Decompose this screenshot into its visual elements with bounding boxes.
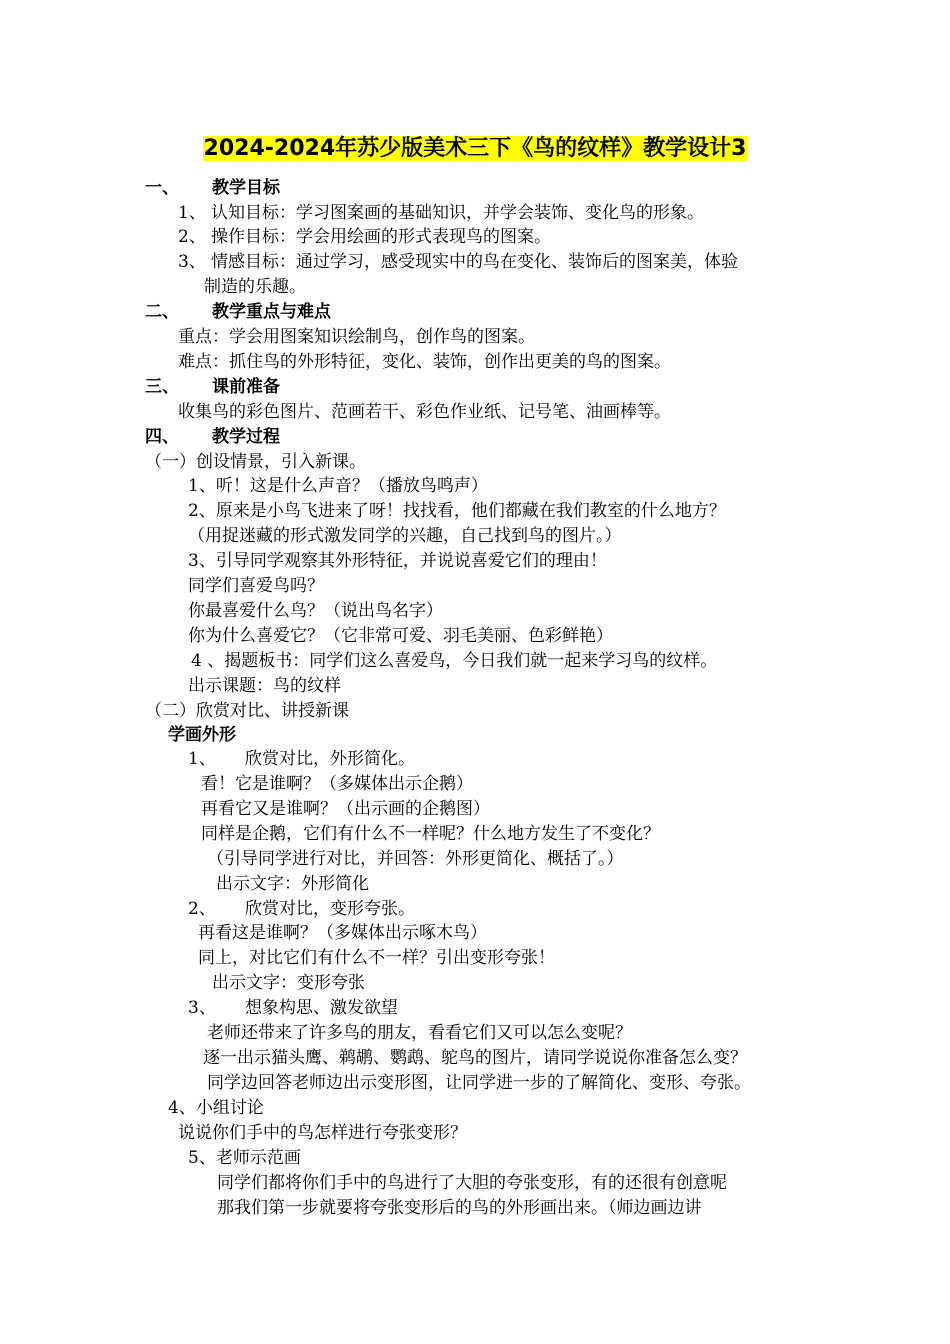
section-3-heading: 课前准备 — [212, 377, 280, 397]
goal-3-text: 情感目标：通过学习，感受现实中的鸟在变化、装饰后的图案美，体验 — [211, 252, 738, 272]
process-note: （引导同学进行对比，并回答：外形更简化、概括了。） — [207, 849, 624, 869]
process-step: 欣赏对比，外形简化。 — [245, 749, 415, 769]
section-4-number: 四、 — [145, 427, 179, 447]
key-focus: 重点：学会用图案知识绘制鸟，创作鸟的图案。 — [178, 327, 535, 347]
process-step: 4 、揭题板书：同学们这么喜爱鸟，今日我们就一起来学习鸟的纹样。 — [191, 651, 718, 671]
process-note: 同学边回答老师边出示变形图，让同学进一步的了解简化、变形、夸张。 — [207, 1073, 751, 1093]
process-step: 2、原来是小鸟飞进来了呀！找找看，他们都藏在我们教室的什么地方？ — [188, 501, 726, 521]
section-4-heading: 教学过程 — [212, 427, 280, 447]
process-step-number: 3、 — [188, 998, 216, 1018]
process-note: 出示课题：鸟的纹样 — [188, 676, 341, 696]
section-2-heading: 教学重点与难点 — [212, 302, 331, 322]
process-question: 说说你们手中的鸟怎样进行夸张变形？ — [178, 1123, 467, 1143]
process-question: 看！它是谁啊？（多媒体出示企鹅） — [201, 774, 473, 794]
process-step: 3、引导同学观察其外形特征，并说说喜爱它们的理由！ — [188, 551, 607, 571]
section-1-number: 一、 — [145, 178, 179, 198]
process-step: 欣赏对比，变形夸张。 — [245, 899, 415, 919]
process-step-number: 1、 — [188, 749, 216, 769]
key-difficulty: 难点：抓住鸟的外形特征，变化、装饰，创作出更美的鸟的图案。 — [178, 352, 671, 372]
process-step: 5、老师示范画 — [188, 1148, 301, 1168]
goal-3-number: 3、 — [178, 252, 206, 272]
title-text: 2024-2024年苏少版美术三下《鸟的纹样》教学设计3 — [203, 136, 747, 161]
process-step-number: 2、 — [188, 899, 216, 919]
process-step: 1、听！这是什么声音？（播放鸟鸣声） — [188, 476, 488, 496]
goal-3-continuation: 制造的乐趣。 — [204, 277, 306, 297]
process-part-1: （一）创设情景，引入新课。 — [145, 452, 366, 472]
process-subheading: 学画外形 — [168, 725, 236, 745]
process-question: 你为什么喜爱它？（它非常可爱、羽毛美丽、色彩鲜艳） — [188, 626, 613, 646]
process-note: （用捉迷藏的形式激发同学的兴趣，自己找到鸟的图片。） — [188, 526, 622, 546]
process-question: 同上，对比它们有什么不一样？引出变形夸张！ — [198, 948, 555, 968]
process-question: 再看它又是谁啊？（出示画的企鹅图） — [201, 799, 490, 819]
process-note: 那我们第一步就要将夸张变形后的鸟的外形画出来。（师边画边讲 — [217, 1198, 702, 1218]
process-question: 你最喜爱什么鸟？（说出鸟名字） — [188, 601, 443, 621]
process-step: 4、小组讨论 — [168, 1098, 264, 1118]
goal-2-text: 操作目标：学会用绘画的形式表现鸟的图案。 — [211, 227, 551, 247]
process-step: 想象构思、激发欲望 — [245, 998, 398, 1018]
goal-1-text: 认知目标：学习图案画的基础知识，并学会装饰、变化鸟的形象。 — [211, 203, 704, 223]
section-1-heading: 教学目标 — [212, 178, 280, 198]
process-part-2: （二）欣赏对比、讲授新课 — [145, 701, 349, 721]
section-2-number: 二、 — [145, 302, 179, 322]
goal-1-number: 1、 — [178, 203, 206, 223]
prep-materials: 收集鸟的彩色图片、范画若干、彩色作业纸、记号笔、油画棒等。 — [178, 402, 671, 422]
process-question: 同学们喜爱鸟吗？ — [188, 576, 324, 596]
goal-2-number: 2、 — [178, 227, 206, 247]
process-question: 再看这是谁啊？（多媒体出示啄木鸟） — [198, 923, 487, 943]
process-note: 同学们都将你们手中的鸟进行了大胆的夸张变形，有的还很有创意呢 — [217, 1173, 727, 1193]
section-3-number: 三、 — [145, 377, 179, 397]
process-question: 逐一出示猫头鹰、鹈鹕、鹦鹉、鸵鸟的图片，请同学说说你准备怎么变？ — [203, 1048, 747, 1068]
process-question: 同样是企鹅，它们有什么不一样呢？什么地方发生了不变化？ — [201, 824, 660, 844]
process-question: 老师还带来了许多鸟的朋友，看看它们又可以怎么变呢？ — [207, 1023, 632, 1043]
process-note: 出示文字：变形夸张 — [212, 973, 365, 993]
document-title — [0, 134, 950, 164]
process-note: 出示文字：外形简化 — [216, 874, 369, 894]
